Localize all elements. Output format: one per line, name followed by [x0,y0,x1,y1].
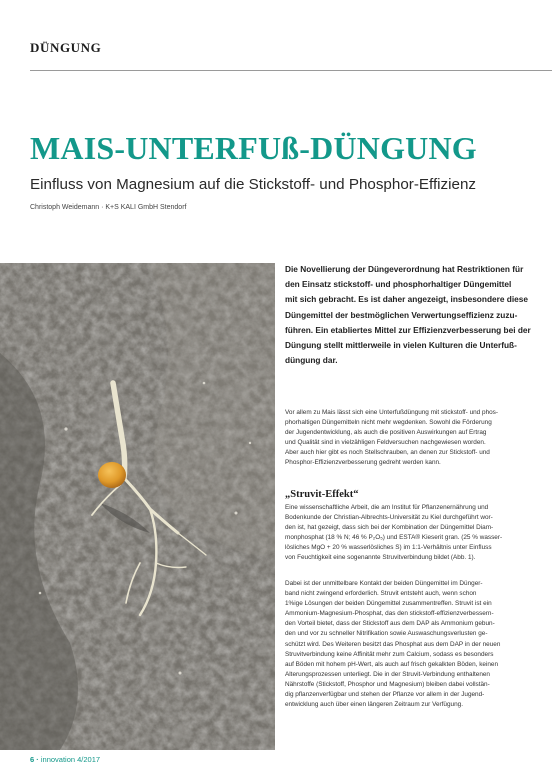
body-line: Struvitverbindung keine Affinität mehr zum Calcium, sodass es besonders [285,650,494,658]
body-line: phorhaltigen Düngemitteln nicht mehr wegdenken. Sowohl die Förderung [285,419,492,427]
body-line: band nicht zwingend erforderlich. Struvit entsteht auch, wenn schon [285,590,477,598]
body-line: Eine wissenschaftliche Arbeit, die am Institut für Pflanzenernährung und [285,504,489,511]
body-line: auf Böden mit hohem pH-Wert, als auch auf frisch gekalkten Böden, keinen [285,660,499,668]
body-line: der Jugendentwicklung, als auch die positiven Auswirkungen auf Ertrag [285,429,487,437]
body-line: entwicklung auch über einen längeren Zeitraum zur Verfügung. [285,701,463,709]
body-line: schützt wird. Des Weiteren besitzt das Phosphat aus dem DAP in der neuen [285,640,501,648]
contact-paragraph [285,579,530,710]
body-line: 1%ige Lösungen der beiden Düngemittel zusammentreffen. Struvit ist ein [285,600,492,608]
lead-line: düngung dar. [285,355,338,366]
body-line: Aber auch hier gibt es noch Stellschrauben, an denen zur Stickstoff- und [285,449,490,457]
header-rule [30,70,552,71]
footer-separator: · [36,755,39,764]
body-line: Alterungsprozessen unterliegt. Die in der Struvit-Verbindung enthaltenen [285,670,490,678]
page-footer [30,755,100,764]
lead-line: Düngemittel der bestmöglichen Verwertungseffizienz zuzu- [285,309,518,320]
lead-line: den Einsatz stickstoff- und phosphorhaltiger Düngemittel [285,279,512,290]
body-line: den und vor zu schneller Nitrifikation sowie Auswaschungsverlusten ge- [285,630,488,638]
body-line: und Qualität sind in vielzähligen Feldversuchen nachgewiesen worden. [285,439,486,447]
section-label: DÜNGUNG [30,40,102,55]
issue-label: innovation 4/2017 [40,755,101,764]
body-line: den Vorteil bietet, dass der Stickstoff aus dem DAP als Ammonium gebun- [285,620,495,628]
section-heading: „Struvit-Effekt“ [285,489,359,500]
lead-line: führen. Ein etabliertes Mittel zur Effizienzverbesserung bei der [285,324,531,335]
body-line: von Feuchtigkeit eine sogenannte Struvitverbindung bildet (Abb. 1). [285,554,476,562]
body-line: den ist, hat gezeigt, dass sich bei der Kombination der Düngemittel Diam- [285,524,494,532]
body-line: Phosphor-Effizienzverbesserung gedreht werden kann. [285,459,441,467]
lead-line: mit sich gebracht. Es ist daher angezeigt, insbesondere diese [285,294,528,305]
body-line: monphosphat (18 % N; 46 % P₂O₅) und ESTA® Kieserit gran. (25 % wasser- [285,534,503,542]
body-line: Ammonium-Magnesium-Phosphat, das den stickstoff-effizienzverbessern- [285,610,494,618]
author-line: Christoph Weidemann · K+S KALI GmbH Stendorf [30,204,187,211]
body-line: Vor allem zu Mais lässt sich eine Unterfußdüngung mit stickstoff- und phos- [285,409,498,416]
soil-seedling-photo [0,263,275,750]
body-line: dig pflanzenverfügbar und stehen der Pflanze vor allem in der Jugend- [285,691,485,699]
intro-paragraph [285,408,530,469]
maize-seed [98,462,126,488]
struvit-paragraph [285,503,530,564]
article-title: MAIS-UNTERFUß-DÜNGUNG [30,130,477,166]
body-line: lösliches MgO + 20 % wasserlösliches S) im 1:1-Verhältnis unter Einfluss [285,544,492,552]
lead-line: Die Novellierung der Düngeverordnung hat Restriktionen für [285,264,524,274]
lead-line: Düngung stellt mittlerweile in vielen Kulturen die Unterfuß- [285,339,517,350]
article-subtitle: Einfluss von Magnesium auf die Stickstoff- und Phosphor-Effizienz [30,176,477,193]
body-line: Dabei ist der unmittelbare Kontakt der beiden Düngemittel im Dünger- [285,580,483,587]
body-line: Bodenkunde der Christian-Albrechts-Universität zu Kiel durchgeführt wor- [285,514,493,522]
body-line: Nährstoffe (Stickstoff, Phosphor und Magnesium) bleiben dabei vollstän- [285,680,490,688]
lead-paragraph [285,263,531,369]
page-number: 6 [30,755,35,764]
